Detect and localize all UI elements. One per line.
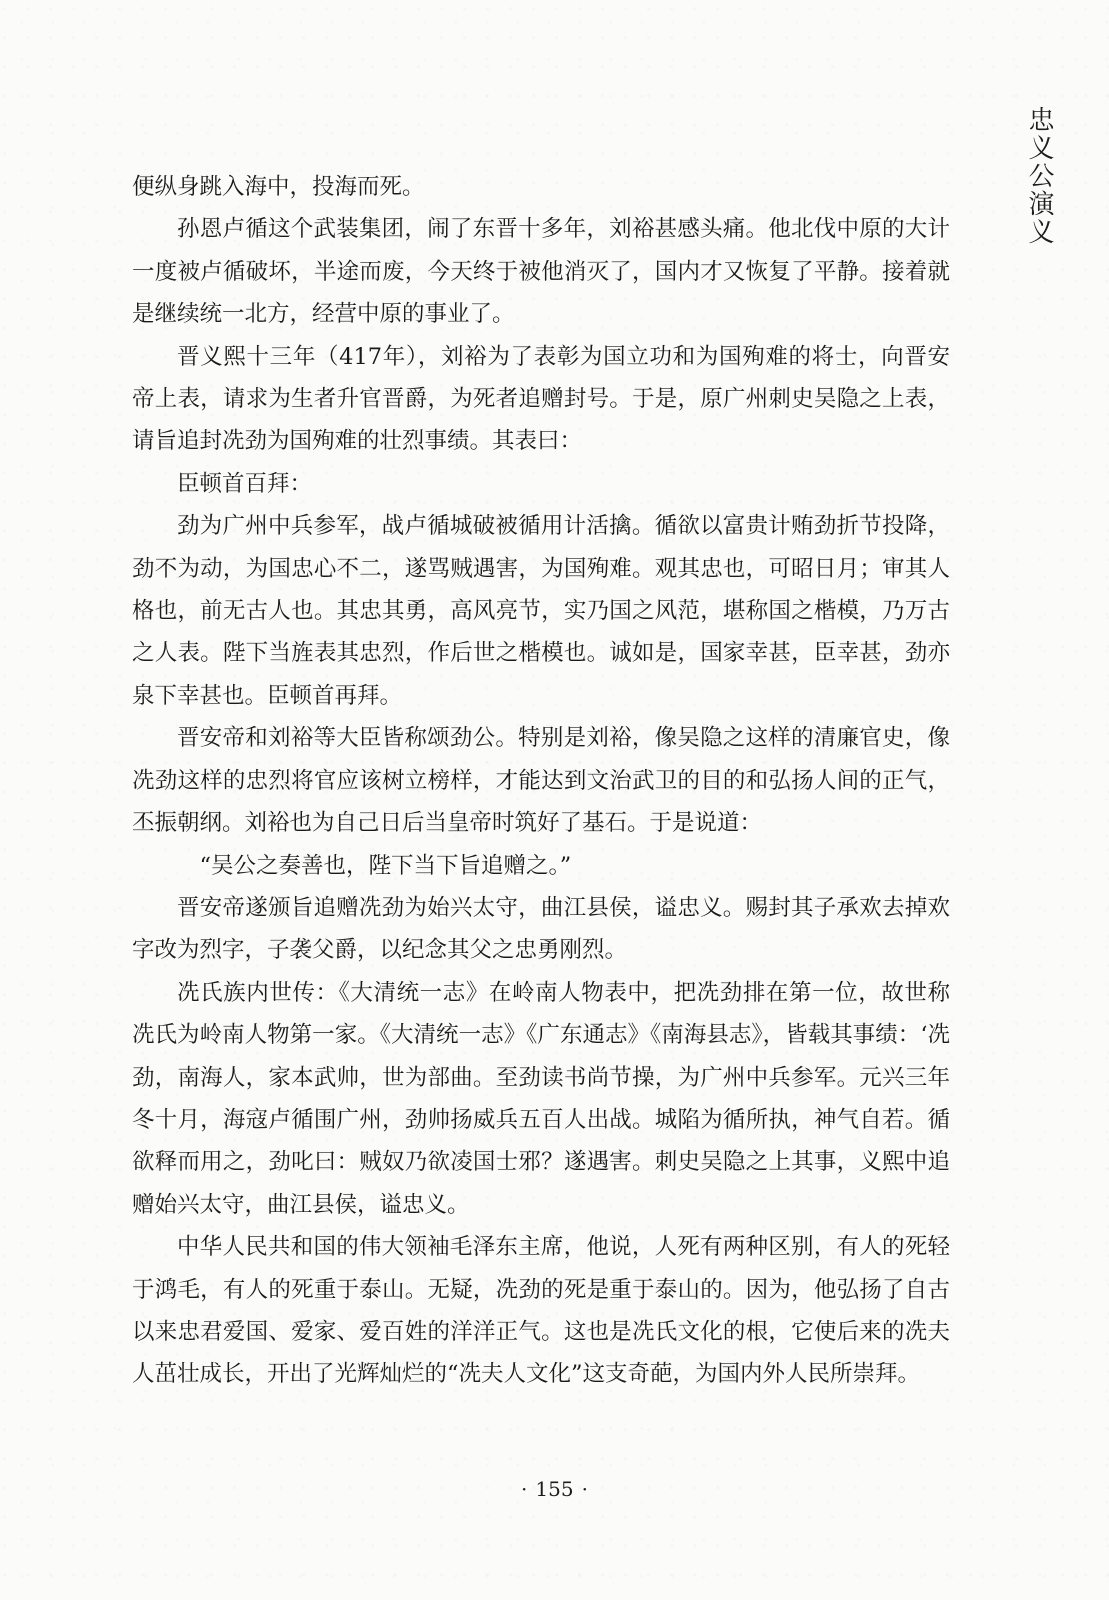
- paragraph: 孙恩卢循这个武装集团，闹了东晋十多年，刘裕甚感头痛。他北伐中原的大计一度被卢循破坏，半途而废，今天终于被他消灭了，国内才又恢复了平静。接着就是继续统一北方，经营中原的事业了。: [132, 216, 950, 328]
- body-text: [132, 166, 950, 1396]
- paragraph: 冼氏族内世传：《大清统一志》在岭南人物表中，把冼劲排在第一位，故世称冼氏为岭南人物第一家。《大清统一志》《广东通志》《南海县志》，皆载其事绩：‘冼劲，南海人，家本武帅，世为部曲。至劲读书尚节操，为广州中兵参军。元兴三年冬十月，海寇卢循围广州，劲帅扬威兵五百人出战。城陷为循所执，神气自若。循欲释而用之，劲叱曰：贼奴乃欲凌国士邪？遂遇害。刺史吴隐之上其事，义熙中追赠始兴太守，曲江县侯，谥忠义。: [132, 979, 950, 1218]
- memorial-text: 劲为广州中兵参军，战卢循城破被循用计活擒。循欲以富贵计贿劲折节投降，劲不为动，为国忠心不二，遂骂贼遇害，为国殉难。观其忠也，可昭日月；审其人格也，前无古人也。其忠其勇，高风亮节，实乃国之风范，堪称国之楷模，乃万古之人表。陛下当旌表其忠烈，作后世之楷模也。诚如是，国家幸甚，臣幸甚，劲亦泉下幸甚也。臣顿首再拜。: [132, 513, 950, 709]
- running-head: 忠义公演义: [1024, 106, 1054, 246]
- paragraph: 晋安帝和刘裕等大臣皆称颂劲公。特别是刘裕，像吴隐之这样的清廉官史，像冼劲这样的忠烈将官应该树立榜样，才能达到文治武卫的目的和弘扬人间的正气，丕振朝纲。刘裕也为自己日后当皇帝时筑好了基石。于是说道：: [132, 725, 950, 837]
- page-number: · 155 ·: [521, 1477, 588, 1501]
- paragraph: 晋义熙十三年（417年），刘裕为了表彰为国立功和为国殉难的将士，向晋安帝上表，请求为生者升官晋爵，为死者追赠封号。于是，原广州刺史吴隐之上表，请旨追封冼劲为国殉难的壮烈事绩。其表曰：: [132, 343, 950, 455]
- memorial-salutation: 臣顿首百拜：: [177, 470, 313, 497]
- quotation: “吴公之奏善也，陛下当下旨追赠之。”: [199, 852, 572, 879]
- paragraph: 中华人民共和国的伟大领袖毛泽东主席，他说，人死有两种区别，有人的死轻于鸿毛，有人的死重于泰山。无疑，冼劲的死是重于泰山的。因为，他弘扬了自古以来忠君爱国、爱家、爱百姓的洋洋正气。这也是冼氏文化的根，它使后来的冼夫人茁壮成长，开出了光辉灿烂的“冼夫人文化”这支奇葩，为国内外人民所崇拜。: [132, 1234, 950, 1388]
- page-number-value: 155: [535, 1477, 574, 1501]
- paragraph: 便纵身跳入海中，投海而死。: [132, 174, 425, 200]
- paragraph: 晋安帝遂颁旨追赠冼劲为始兴太守，曲江县侯，谥忠义。赐封其子承欢去掉欢字改为烈字，子袭父爵，以纪念其父之忠勇刚烈。: [132, 894, 950, 964]
